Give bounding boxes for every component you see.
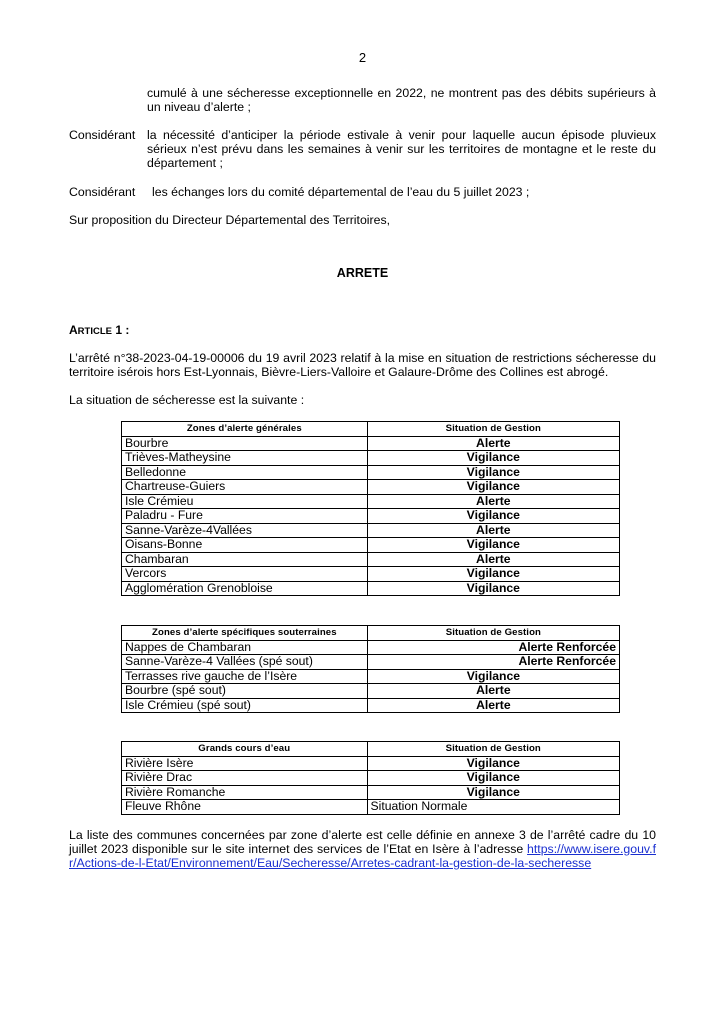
- table-header-row: [122, 422, 620, 437]
- underground-zones-table: [121, 625, 620, 713]
- zone-cell: Rivière Drac: [122, 771, 368, 786]
- article-label-rest: RTICLE: [77, 326, 112, 337]
- article-label-initial: A: [69, 323, 78, 337]
- zone-cell: Paladru - Fure: [122, 509, 368, 524]
- status-cell: Vigilance: [367, 669, 619, 684]
- status-cell: Vigilance: [367, 538, 619, 553]
- status-cell: Vigilance: [367, 581, 619, 596]
- status-cell: Alerte Renforcée: [367, 640, 619, 655]
- table-row: [122, 494, 620, 509]
- intro-continuation: cumulé à une sécheresse exceptionnelle en 2022, ne montrent pas des débits supérieurs à un niveau d’alerte ;: [147, 86, 656, 114]
- zone-cell: Oisans-Bonne: [122, 538, 368, 553]
- table-row: [122, 523, 620, 538]
- zone-cell: Fleuve Rhône: [122, 800, 368, 815]
- zone-cell: Rivière Isère: [122, 756, 368, 771]
- considerant-label-1: Considérant: [69, 128, 136, 142]
- zone-cell: Terrasses rive gauche de l’Isère: [122, 669, 368, 684]
- considerant-text-2: les échanges lors du comité départemental de l’eau du 5 juillet 2023 ;: [152, 185, 530, 199]
- general-zones-table: [121, 421, 620, 596]
- table-row: [122, 698, 620, 713]
- table-header-row: [122, 742, 620, 757]
- status-cell: Alerte: [367, 552, 619, 567]
- arrete-cadre-link[interactable]: https://www.isere.gouv.fr/Actions-de-l-Etat/Environnement/Eau/Secheresse/Arretes-cadrant-la-gestion-de-la-secheresse: [69, 842, 656, 870]
- table-row: [122, 581, 620, 596]
- table-row: [122, 640, 620, 655]
- status-cell: Vigilance: [367, 771, 619, 786]
- article-label-number: 1 :: [111, 323, 130, 337]
- status-cell: Vigilance: [367, 480, 619, 495]
- status-cell: Alerte: [367, 523, 619, 538]
- zone-cell: Sanne-Varèze-4 Vallées (spé sout): [122, 655, 368, 670]
- status-cell: Vigilance: [367, 567, 619, 582]
- zone-cell: Rivière Romanche: [122, 785, 368, 800]
- status-cell: Vigilance: [367, 509, 619, 524]
- status-cell: Situation Normale: [367, 800, 619, 815]
- zone-header: Grands cours d’eau: [122, 742, 368, 757]
- table-row: [122, 756, 620, 771]
- rivers-table: [121, 741, 620, 815]
- status-header: Situation de Gestion: [367, 422, 619, 437]
- zone-header: Zones d’alerte spécifiques souterraines: [122, 626, 368, 641]
- situation-intro: La situation de sécheresse est la suivante :: [69, 393, 305, 407]
- article-text: L’arrêté n°38-2023-04-19-00006 du 19 avril 2023 relatif à la mise en situation de restrictions sécheresse du territoire isérois hors Est-Lyonnais, Bièvre-Liers-Valloire et Galaure-Drôme des Collines est abrogé.: [69, 351, 656, 379]
- considerant-text-1: la nécessité d’anticiper la période estivale à venir pour laquelle aucun épisode pluvieux sérieux n’est prévu dans les semaines à venir sur les territoires de montagne et le reste du département ;: [147, 128, 656, 170]
- article-heading: [69, 323, 129, 337]
- table-row: [122, 785, 620, 800]
- zone-cell: Agglomération Grenobloise: [122, 581, 368, 596]
- status-cell: Alerte: [367, 494, 619, 509]
- closing-text: La liste des communes concernées par zone d’alerte est celle définie en annexe 3 de l’arrêté cadre du 10 juillet 2023 disponible sur le site internet des services de l’Etat en Isère à l’adresse: [69, 828, 656, 856]
- proposition-text: Sur proposition du Directeur Départemental des Territoires,: [69, 213, 391, 227]
- table-row: [122, 655, 620, 670]
- status-cell: Vigilance: [367, 756, 619, 771]
- table-row: [122, 480, 620, 495]
- zone-cell: Bourbre (spé sout): [122, 684, 368, 699]
- zone-cell: Chartreuse-Guiers: [122, 480, 368, 495]
- table-row: [122, 436, 620, 451]
- status-cell: Alerte: [367, 684, 619, 699]
- zone-cell: Trièves-Matheysine: [122, 451, 368, 466]
- table-row: [122, 684, 620, 699]
- considerant-label-2: Considérant: [69, 185, 136, 199]
- table-row: [122, 800, 620, 815]
- status-cell: Alerte: [367, 698, 619, 713]
- status-cell: Vigilance: [367, 451, 619, 466]
- table-row: [122, 552, 620, 567]
- zone-cell: Sanne-Varèze-4Vallées: [122, 523, 368, 538]
- table-row: [122, 465, 620, 480]
- zone-cell: Belledonne: [122, 465, 368, 480]
- status-cell: Alerte: [367, 436, 619, 451]
- page-number: 2: [358, 50, 367, 65]
- zone-header: Zones d’alerte générales: [122, 422, 368, 437]
- zone-cell: Isle Crémieu: [122, 494, 368, 509]
- table-row: [122, 509, 620, 524]
- closing-paragraph: [69, 828, 656, 870]
- zone-cell: Bourbre: [122, 436, 368, 451]
- table-row: [122, 451, 620, 466]
- status-cell: Vigilance: [367, 465, 619, 480]
- zone-cell: Vercors: [122, 567, 368, 582]
- status-cell: Vigilance: [367, 785, 619, 800]
- zone-cell: Chambaran: [122, 552, 368, 567]
- status-header: Situation de Gestion: [367, 742, 619, 757]
- status-header: Situation de Gestion: [367, 626, 619, 641]
- table-row: [122, 538, 620, 553]
- status-cell: Alerte Renforcée: [367, 655, 619, 670]
- zone-cell: Nappes de Chambaran: [122, 640, 368, 655]
- zone-cell: Isle Crémieu (spé sout): [122, 698, 368, 713]
- table-row: [122, 771, 620, 786]
- table-row: [122, 669, 620, 684]
- table-row: [122, 567, 620, 582]
- table-header-row: [122, 626, 620, 641]
- arrete-title: ARRETE: [336, 266, 389, 280]
